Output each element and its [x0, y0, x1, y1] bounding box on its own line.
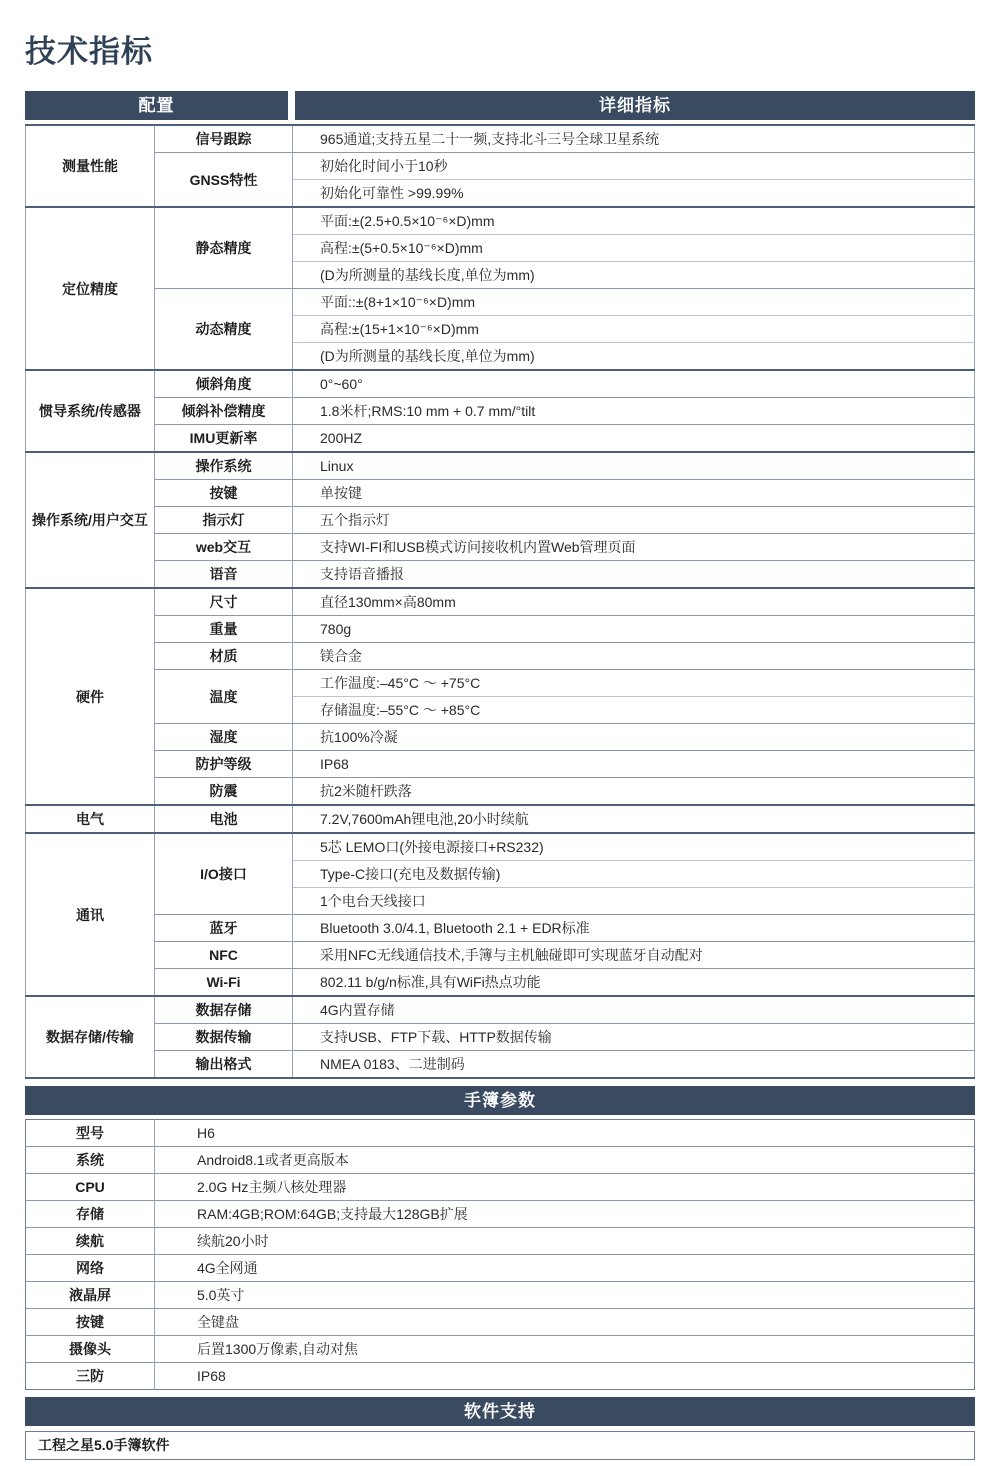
spec-row — [26, 833, 975, 861]
spec-value-cell: 高程:±(15+1×10⁻⁶×D)mm — [293, 316, 975, 343]
spec-row — [26, 588, 975, 616]
handheld-row — [26, 1174, 975, 1201]
spec-group-cell: 电气 — [26, 805, 155, 833]
spec-row — [26, 207, 975, 235]
software-section-band: 软件支持 — [25, 1397, 975, 1426]
handheld-value-cell: H6 — [197, 1125, 215, 1141]
spec-value-cell: 采用NFC无线通信技术,手簿与主机触碰即可实现蓝牙自动配对 — [293, 942, 975, 969]
spec-label-cell: 语音 — [155, 561, 293, 589]
spec-value-cell: 抗100%冷凝 — [293, 724, 975, 751]
spec-value-cell: 支持WI-FI和USB模式访问接收机内置Web管理页面 — [293, 534, 975, 561]
handheld-value-cell: 5.0英寸 — [155, 1282, 975, 1309]
spec-value-cell: 存储温度:–55°C ～ +85°C — [293, 697, 975, 724]
handheld-value-cell: 续航20小时 — [155, 1228, 975, 1255]
spec-label-cell: web交互 — [155, 534, 293, 561]
spec-label-cell: 材质 — [155, 643, 293, 670]
spec-label-cell: 数据传输 — [155, 1024, 293, 1051]
handheld-row — [26, 1228, 975, 1255]
spec-label-cell: 重量 — [155, 616, 293, 643]
spec-label-cell: 蓝牙 — [155, 915, 293, 942]
spec-row — [26, 425, 975, 453]
page-title: 技术指标 — [25, 34, 153, 69]
spec-group-cell: 通讯 — [26, 833, 155, 996]
spec-row — [26, 370, 975, 398]
handheld-row — [26, 1147, 975, 1174]
spec-row — [26, 778, 975, 806]
software-item: 工程之星5.0手簿软件 — [25, 1431, 975, 1460]
header-config: 配置 — [25, 91, 288, 120]
handheld-row — [26, 1363, 975, 1390]
spec-value-cell: 1.8米杆;RMS:10 mm + 0.7 mm/°tilt — [293, 398, 975, 425]
spec-label-cell: 温度 — [155, 670, 293, 724]
spec-table-header — [25, 91, 975, 120]
spec-label-cell: 操作系统 — [155, 452, 293, 480]
spec-value-cell: 支持USB、FTP下载、HTTP数据传输 — [293, 1024, 975, 1051]
handheld-value-cell: IP68 — [155, 1363, 975, 1390]
spec-table — [25, 124, 975, 1079]
spec-label-cell: 电池 — [155, 805, 293, 833]
spec-label-cell: 动态精度 — [155, 289, 293, 371]
handheld-value-cell: 2.0G Hz主频八核处理器 — [155, 1174, 975, 1201]
spec-label-cell: 防震 — [155, 778, 293, 806]
handheld-row — [26, 1255, 975, 1282]
spec-group-cell: 惯导系统/传感器 — [26, 370, 155, 452]
handheld-label-cell: 系统 — [26, 1147, 155, 1174]
handheld-row — [26, 1282, 975, 1309]
spec-value-cell: 7.2V,7600mAh锂电池,20小时续航 — [293, 805, 975, 833]
spec-value-cell: IP68 — [293, 751, 975, 778]
spec-row — [26, 398, 975, 425]
spec-sheet-page — [25, 0, 975, 1460]
handheld-row — [26, 1201, 975, 1228]
handheld-value-cell: 后置1300万像素,自动对焦 — [155, 1336, 975, 1363]
spec-row — [26, 289, 975, 316]
handheld-label-cell: CPU — [26, 1174, 155, 1201]
spec-value-cell: 抗2米随杆跌落 — [293, 778, 975, 806]
handheld-row — [26, 1309, 975, 1336]
handheld-row — [26, 1120, 975, 1147]
spec-group-cell: 定位精度 — [26, 207, 155, 370]
handheld-table — [25, 1119, 975, 1390]
spec-value-cell: 五个指示灯 — [293, 507, 975, 534]
spec-label-cell: NFC — [155, 942, 293, 969]
header-detail: 详细指标 — [295, 91, 975, 120]
spec-value-cell: 工作温度:–45°C ～ +75°C — [293, 670, 975, 697]
spec-group-cell: 数据存储/传输 — [26, 996, 155, 1078]
spec-value-cell: Bluetooth 3.0/4.1, Bluetooth 2.1 + EDR标准 — [293, 915, 975, 942]
handheld-section-band: 手簿参数 — [25, 1086, 975, 1115]
spec-value-cell: 0°~60° — [293, 370, 975, 398]
spec-value-cell: (D为所测量的基线长度,单位为mm) — [293, 343, 975, 371]
handheld-value-cell: RAM:4GB;ROM:64GB;支持最大128GB扩展 — [155, 1201, 975, 1228]
spec-label-cell: 按键 — [155, 480, 293, 507]
spec-row — [26, 452, 975, 480]
spec-row — [26, 616, 975, 643]
spec-value-cell: 780g — [293, 616, 975, 643]
spec-row — [26, 670, 975, 697]
spec-row — [26, 996, 975, 1024]
handheld-value-cell: Android8.1或者更高版本 — [155, 1147, 975, 1174]
spec-row — [26, 125, 975, 153]
spec-value-cell: 1个电台天线接口 — [293, 888, 975, 915]
spec-value-cell: (D为所测量的基线长度,单位为mm) — [293, 262, 975, 289]
spec-row — [26, 915, 975, 942]
handheld-label-cell: 续航 — [26, 1228, 155, 1255]
spec-value-cell: 平面:±(2.5+0.5×10⁻⁶×D)mm — [293, 207, 975, 235]
spec-label-cell: 指示灯 — [155, 507, 293, 534]
spec-group-cell: 测量性能 — [26, 125, 155, 207]
spec-label-cell: 倾斜补偿精度 — [155, 398, 293, 425]
spec-value-cell: 直径130mm×高80mm — [293, 588, 975, 616]
spec-value-cell: 初始化时间小于10秒 — [293, 153, 975, 180]
spec-value-cell: 镁合金 — [293, 643, 975, 670]
spec-value-cell: 高程:±(5+0.5×10⁻⁶×D)mm — [293, 235, 975, 262]
spec-label-cell: 静态精度 — [155, 207, 293, 289]
spec-value-cell: 支持语音播报 — [293, 561, 975, 589]
handheld-table-body — [26, 1120, 975, 1390]
spec-label-cell: 防护等级 — [155, 751, 293, 778]
spec-label-cell: 倾斜角度 — [155, 370, 293, 398]
spec-value-cell: 200HZ — [293, 425, 975, 453]
handheld-value-cell: 4G全网通 — [155, 1255, 975, 1282]
spec-row — [26, 153, 975, 180]
spec-value-cell: Type-C接口(充电及数据传输) — [293, 861, 975, 888]
spec-value-cell: Linux — [293, 452, 975, 480]
spec-label-cell: 尺寸 — [155, 588, 293, 616]
handheld-label-cell: 按键 — [26, 1309, 155, 1336]
handheld-value-cell: 全键盘 — [155, 1309, 975, 1336]
spec-value-cell: 初始化可靠性 >99.99% — [293, 180, 975, 208]
spec-label-cell: IMU更新率 — [155, 425, 293, 453]
spec-label-cell: 输出格式 — [155, 1051, 293, 1079]
spec-table-body — [26, 125, 975, 1078]
spec-value-cell: 802.11 b/g/n标准,具有WiFi热点功能 — [293, 969, 975, 997]
spec-row — [26, 480, 975, 507]
spec-label-cell: 信号跟踪 — [155, 125, 293, 153]
handheld-label-cell: 摄像头 — [26, 1336, 155, 1363]
spec-value-cell: 5芯 LEMO口(外接电源接口+RS232) — [293, 833, 975, 861]
spec-label-cell: I/O接口 — [155, 833, 293, 915]
spec-group-cell: 硬件 — [26, 588, 155, 805]
spec-row — [26, 561, 975, 589]
spec-row — [26, 724, 975, 751]
spec-row — [26, 643, 975, 670]
spec-row — [26, 507, 975, 534]
spec-value-cell: 4G内置存储 — [293, 996, 975, 1024]
handheld-label-cell: 型号 — [26, 1120, 155, 1147]
spec-label-cell: GNSS特性 — [155, 153, 293, 208]
spec-row — [26, 1051, 975, 1079]
spec-row — [26, 942, 975, 969]
spec-row — [26, 1024, 975, 1051]
spec-group-cell: 操作系统/用户交互 — [26, 452, 155, 588]
spec-label-cell: 湿度 — [155, 724, 293, 751]
spec-label-cell: 数据存储 — [155, 996, 293, 1024]
handheld-label-cell: 存储 — [26, 1201, 155, 1228]
handheld-label-cell: 网络 — [26, 1255, 155, 1282]
handheld-label-cell: 三防 — [26, 1363, 155, 1390]
spec-value-cell: 平面::±(8+1×10⁻⁶×D)mm — [293, 289, 975, 316]
spec-row — [26, 751, 975, 778]
handheld-row — [26, 1336, 975, 1363]
spec-row — [26, 534, 975, 561]
spec-row — [26, 969, 975, 997]
spec-value-cell: NMEA 0183、二进制码 — [293, 1051, 975, 1079]
spec-row — [26, 805, 975, 833]
spec-label-cell: Wi-Fi — [155, 969, 293, 997]
spec-value-cell: 单按键 — [293, 480, 975, 507]
handheld-label-cell: 液晶屏 — [26, 1282, 155, 1309]
spec-value-cell: 965通道;支持五星二十一频,支持北斗三号全球卫星系统 — [293, 125, 975, 153]
